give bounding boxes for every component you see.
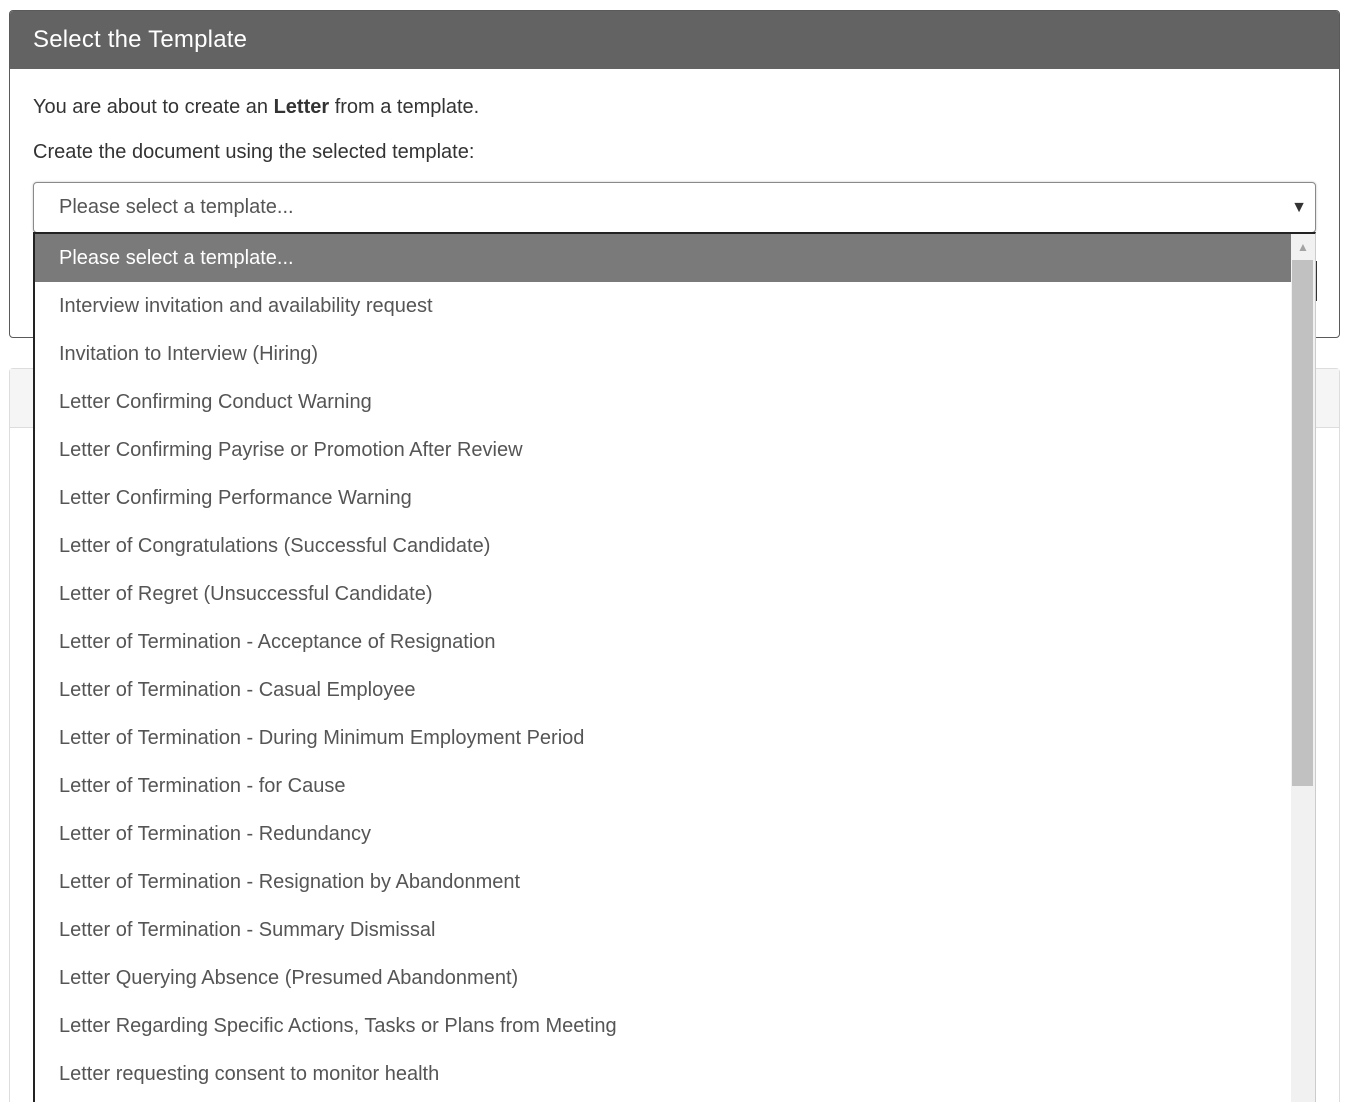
template-dropdown-list[interactable] xyxy=(33,232,1316,1102)
template-option[interactable]: Letter of Termination - Resignation by Abandonment xyxy=(59,871,521,893)
template-option[interactable]: Letter of Termination - Redundancy xyxy=(59,823,372,845)
template-options xyxy=(35,234,1291,1098)
template-option[interactable]: Letter of Congratulations (Successful Candidate) xyxy=(59,535,491,557)
template-option[interactable]: Letter Confirming Performance Warning xyxy=(59,487,412,509)
dropdown-scrollbar[interactable] xyxy=(1291,234,1315,1102)
template-option[interactable]: Letter of Termination - for Cause xyxy=(59,775,346,797)
template-option[interactable]: Letter Regarding Specific Actions, Tasks or Plans from Meeting xyxy=(59,1015,617,1037)
intro-text xyxy=(33,94,479,120)
template-select[interactable] xyxy=(33,182,1316,233)
template-option[interactable]: Invitation to Interview (Hiring) xyxy=(59,343,318,365)
select-prompt: Create the document using the selected template: xyxy=(33,141,475,163)
template-option[interactable]: Letter Querying Absence (Presumed Abandonment) xyxy=(59,967,519,989)
template-option[interactable]: Letter Confirming Payrise or Promotion After Review xyxy=(59,439,523,461)
template-option[interactable]: Letter of Termination - Acceptance of Resignation xyxy=(59,631,496,653)
scroll-up-arrow-icon[interactable]: ▲ xyxy=(1297,240,1309,254)
document-type: Letter xyxy=(273,96,330,118)
modal-title: Select the Template xyxy=(10,11,1339,69)
template-option[interactable]: Letter requesting consent to monitor health xyxy=(59,1063,440,1085)
intro-prefix: You are about to create an xyxy=(33,96,274,118)
template-option[interactable]: Letter of Regret (Unsuccessful Candidate) xyxy=(59,583,433,605)
template-select-value: Please select a template... xyxy=(59,196,294,218)
template-option[interactable]: Letter of Termination - During Minimum Employment Period xyxy=(59,727,585,749)
intro-suffix: from a template. xyxy=(329,96,480,118)
template-option[interactable]: Letter of Termination - Casual Employee xyxy=(59,679,416,701)
template-option[interactable]: Please select a template... xyxy=(35,234,1291,282)
caret-down-icon: ▼ xyxy=(1291,199,1307,216)
scrollbar-thumb[interactable] xyxy=(1292,260,1313,786)
template-option[interactable]: Interview invitation and availability request xyxy=(59,295,433,317)
template-option[interactable]: Letter Confirming Conduct Warning xyxy=(59,391,372,413)
template-option[interactable]: Letter of Termination - Summary Dismissal xyxy=(59,919,436,941)
